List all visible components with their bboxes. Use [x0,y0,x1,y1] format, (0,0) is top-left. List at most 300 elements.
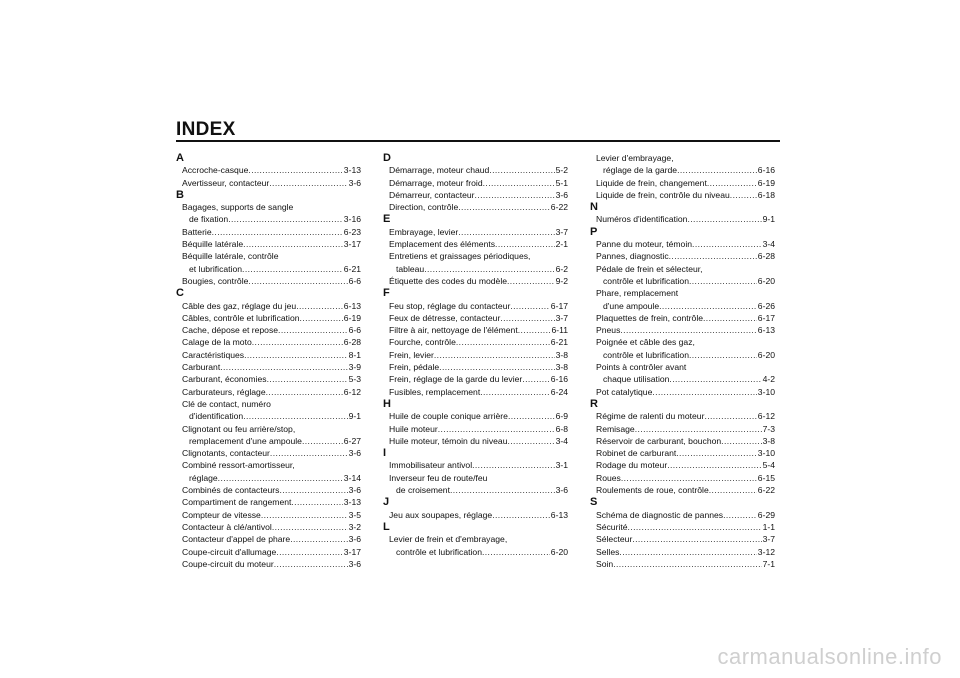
index-entry [176,533,361,545]
entry-text: Clignotant ou feu arrière/stop, [182,423,296,434]
entry-text: Poignée et câble des gaz, [596,337,695,348]
dot-leader [687,213,761,225]
page-ref: 6-13 [757,325,775,336]
entry-text: Fusibles, remplacement [389,386,481,397]
dot-leader [458,201,550,213]
page-ref: 3-4 [762,239,775,250]
index-entry [176,324,361,336]
entry-text: Avertisseur, contacteur [182,177,270,188]
dot-leader [243,410,347,422]
dot-leader [632,533,761,545]
entry-text: Contacteur d'appel de phare [182,534,291,545]
dot-leader [669,373,761,385]
entry-text: Carburateurs, réglage [182,386,266,397]
dot-leader [628,521,762,533]
index-entry-heading [176,459,361,471]
page-ref: 6-16 [757,165,775,176]
dot-leader [689,349,757,361]
entry-text: Démarreur, contacteur [389,189,475,200]
dot-leader [613,558,761,570]
index-entry [590,238,775,250]
index-entry [590,386,775,398]
index-entry [383,423,568,435]
page-ref: 6-28 [343,337,361,348]
page-ref: 6-17 [757,312,775,323]
page-ref: 3-5 [348,509,361,520]
index-entry-heading [176,398,361,410]
index-entry [383,349,568,361]
index-entry [590,423,775,435]
dot-leader [707,177,757,189]
index-entry-heading [176,201,361,213]
entry-text: Fourche, contrôle [389,337,456,348]
page-ref: 6-16 [550,374,568,385]
entry-text: Liquide de frein, changement [596,177,707,188]
page-ref: 6-22 [757,485,775,496]
index-entry [176,349,361,361]
dot-leader [508,410,555,422]
index-entry [176,263,361,275]
page-ref: 3-4 [555,435,568,446]
dot-leader [438,423,555,435]
title-rule [176,140,780,142]
page-ref: 3-10 [757,386,775,397]
index-entry [383,435,568,447]
index-letter-heading: L [383,520,390,533]
page-ref: 3-12 [757,546,775,557]
page-ref: 3-8 [555,362,568,373]
index-entry [590,410,775,422]
index-entry [590,558,775,570]
dot-leader [621,472,757,484]
page-ref: 6-22 [550,202,568,213]
dot-leader [522,373,550,385]
index-entry [176,496,361,508]
dot-leader [689,275,757,287]
entry-text: Points à contrôler avant [596,362,687,373]
entry-text: Roues [596,472,621,483]
entry-text: Calage de la moto [182,337,252,348]
entry-text: Sélecteur [596,534,633,545]
index-letter-heading: C [176,287,184,300]
entry-text: Cache, dépose et repose [182,325,279,336]
dot-leader [291,496,342,508]
dot-leader [677,164,757,176]
entry-text: Bagages, supports de sangle [182,202,294,213]
page-ref: 3-16 [343,214,361,225]
index-entry [383,336,568,348]
page-ref: 3-7 [555,312,568,323]
dot-leader [266,386,343,398]
entry-text: Coupe-circuit d'allumage [182,546,277,557]
page-ref: 5-4 [762,460,775,471]
entry-text: Jeu aux soupapes, réglage [389,509,493,520]
page-ref: 6-20 [550,546,568,557]
entry-text: Caractéristiques [182,349,245,360]
entry-text: Sécurité [596,521,628,532]
entry-text: Filtre à air, nettoyage de l'élément [389,325,518,336]
index-letter-heading: A [176,152,184,164]
entry-text: Immobilisateur antivol [389,460,473,471]
entry-text: de fixation [189,214,229,225]
entry-text: Combiné ressort-amortisseur, [182,460,295,471]
entry-text: Câbles, contrôle et lubrification [182,312,300,323]
page-ref: 6-17 [550,300,568,311]
page-ref: 6-11 [551,325,568,336]
page-ref: 6-13 [343,300,361,311]
page-ref: 6-24 [550,386,568,397]
entry-text: contrôle et lubrification [603,275,689,286]
index-entry [590,164,775,176]
index-entry [176,546,361,558]
index-letter-heading: F [383,287,390,300]
index-entry [383,324,568,336]
index-letter-heading: B [176,188,184,201]
dot-leader [692,238,762,250]
index-entry [383,275,568,287]
page-ref: 6-18 [757,189,775,200]
entry-text: Accroche-casque [182,165,249,176]
entry-text: réglage [189,472,218,483]
entry-text: Schéma de diagnostic de pannes [596,509,724,520]
page-ref: 6-28 [757,251,775,262]
index-entry-heading [383,250,568,262]
entry-text: Carburant [182,362,221,373]
entry-text: Selles [596,546,620,557]
dot-leader [252,336,343,348]
dot-leader [492,509,550,521]
entry-text: Démarrage, moteur froid [389,177,483,188]
index-entry [590,300,775,312]
page-ref: 3-2 [348,521,361,532]
entry-text: remplacement d'une ampoule [189,435,302,446]
dot-leader [242,263,343,275]
dot-leader [248,275,347,287]
entry-text: Plaquettes de frein, contrôle [596,312,704,323]
dot-leader [721,435,761,447]
page-ref: 5-2 [555,165,568,176]
page-ref: 3-7 [762,534,775,545]
page-ref: 6-20 [757,275,775,286]
index-entry [176,226,361,238]
entry-text: Régime de ralenti du moteur [596,411,705,422]
index-letter-heading: N [590,201,598,214]
dot-leader [290,533,347,545]
index-entry-heading [590,361,775,373]
index-entry [176,312,361,324]
dot-leader [667,459,761,471]
dot-leader [218,472,343,484]
page-title: INDEX [176,119,236,140]
entry-text: chaque utilisation [603,374,670,385]
entry-text: Câble des gaz, réglage du jeu [182,300,297,311]
index-entry [176,435,361,447]
page-ref: 6-19 [757,177,775,188]
index-letter-heading: J [383,496,390,509]
index-column-2 [383,152,568,558]
index-entry [590,177,775,189]
watermark: carmanualsonline.info [717,644,942,669]
index-entry [176,373,361,385]
entry-text: Phare, remplacement [596,288,679,299]
entry-text: Démarrage, moteur chaud [389,165,490,176]
index-entry [590,373,775,385]
index-entry [590,533,775,545]
dot-leader [475,189,555,201]
dot-leader [212,226,343,238]
dot-leader [276,546,342,558]
page-ref: 3-17 [343,239,361,250]
page-ref: 6-6 [348,325,361,336]
dot-leader [669,250,757,262]
index-entry [590,250,775,262]
index-entry [176,521,361,533]
entry-text: Feux de détresse, contacteur [389,312,501,323]
entry-text: Frein, réglage de la garde du levier [389,374,523,385]
page-ref: 6-23 [343,226,361,237]
index-entry [590,312,775,324]
page-ref: 6-27 [343,435,361,446]
index-entry-heading [590,287,775,299]
page-ref: 3-13 [343,497,361,508]
entry-text: Rodage du moteur [596,460,668,471]
page-ref: 2-1 [555,239,568,250]
dot-leader [243,238,343,250]
index-entry [590,459,775,471]
dot-leader [635,423,762,435]
page-ref: 3-13 [343,165,361,176]
dot-leader [228,213,343,225]
dot-leader [296,300,343,312]
index-letter-heading: E [383,213,391,226]
index-entry [176,164,361,176]
dot-leader [500,312,554,324]
entry-text: Huile de couple conique arrière [389,411,508,422]
index-entry [383,312,568,324]
dot-leader [434,349,555,361]
entry-text: Entretiens et graissages périodiques, [389,251,531,262]
page-ref: 3-1 [555,460,568,471]
entry-text: Clé de contact, numéro [182,398,271,409]
dot-leader [424,263,554,275]
page-ref: 7-3 [762,423,775,434]
dot-leader [482,546,550,558]
dot-leader [676,447,757,459]
index-entry-heading [590,336,775,348]
entry-text: Bougies, contrôle [182,275,249,286]
page-ref: 9-2 [555,275,568,286]
page-ref: 9-1 [348,411,361,422]
dot-leader [439,361,554,373]
entry-text: de croisement [396,485,450,496]
entry-text: Inverseur feu de route/feu [389,472,488,483]
index-entry [590,435,775,447]
entry-text: Panne du moteur, témoin [596,239,693,250]
index-entry-heading [590,152,775,164]
dot-leader [495,238,555,250]
index-entry [176,447,361,459]
page-ref: 3-10 [757,448,775,459]
index-entry [590,275,775,287]
page-ref: 6-12 [343,386,361,397]
dot-leader [458,226,554,238]
page-ref: 6-15 [757,472,775,483]
index-letter-heading: R [590,397,598,410]
entry-text: d'une ampoule [603,300,660,311]
entry-text: Clignotants, contacteur [182,448,270,459]
dot-leader [274,558,348,570]
entry-text: Contacteur à clé/antivol [182,521,272,532]
dot-leader [507,435,554,447]
entry-text: Levier de frein et d'embrayage, [389,534,508,545]
index-entry [590,213,775,225]
dot-leader [248,164,342,176]
entry-text: Coupe-circuit du moteur [182,558,274,569]
entry-text: Embrayage, levier [389,226,459,237]
page-ref: 3-9 [348,362,361,373]
index-entry [176,386,361,398]
index-entry [176,177,361,189]
index-entry [383,509,568,521]
dot-leader [269,177,347,189]
index-entry [383,263,568,275]
index-entry-heading [383,533,568,545]
entry-text: et lubrification [189,263,243,274]
index-entry-heading [176,423,361,435]
entry-text: Remisage [596,423,635,434]
index-entry [383,373,568,385]
index-entry [176,213,361,225]
entry-text: Direction, contrôle [389,202,459,213]
entry-text: Béquille latérale, contrôle [182,251,279,262]
index-entry [176,410,361,422]
page-ref: 9-1 [762,214,775,225]
dot-leader [483,177,555,189]
index-letter-heading: P [590,225,598,238]
dot-leader [709,484,757,496]
page-ref: 3-6 [348,485,361,496]
entry-text: Compteur de vitesse [182,509,261,520]
page-ref: 5-3 [348,374,361,385]
page-ref: 3-6 [348,534,361,545]
index-letter-heading: D [383,152,391,164]
page-ref: 3-6 [348,177,361,188]
dot-leader [620,324,756,336]
index-entry-heading [176,250,361,262]
dot-leader [652,386,756,398]
entry-text: Frein, pédale [389,362,440,373]
entry-text: contrôle et lubrification [603,349,689,360]
entry-text: Combinés de contacteurs [182,485,280,496]
index-entry [176,509,361,521]
entry-text: Soin [596,558,614,569]
dot-leader [472,459,554,471]
entry-text: Numéros d'identification [596,214,688,225]
page-ref: 8-1 [348,349,361,360]
entry-text: réglage de la garde [603,165,678,176]
dot-leader [272,521,348,533]
page-ref: 7-1 [762,558,775,569]
index-entry-heading [383,472,568,484]
dot-leader [518,324,551,336]
page-ref: 3-6 [555,189,568,200]
dot-leader [456,336,550,348]
index-entry [383,386,568,398]
index-entry [590,484,775,496]
entry-text: Robinet de carburant [596,448,677,459]
entry-text: contrôle et lubrification [396,546,482,557]
dot-leader [480,386,550,398]
entry-text: Feu stop, réglage du contacteur [389,300,511,311]
index-entry [383,361,568,373]
index-column-1 [176,152,361,570]
index-entry [176,472,361,484]
dot-leader [302,435,343,447]
index-entry [176,484,361,496]
index-entry [590,447,775,459]
entry-text: Emplacement des éléments [389,239,496,250]
entry-text: Réservoir de carburant, bouchon [596,435,722,446]
page-ref: 6-6 [348,275,361,286]
index-entry [590,472,775,484]
entry-text: Carburant, économies [182,374,267,385]
index-entry [590,521,775,533]
entry-text: Étiquette des codes du modèle [389,275,508,286]
entry-text: Batterie [182,226,212,237]
entry-text: Pannes, diagnostic [596,251,669,262]
entry-text: Huile moteur, témoin du niveau [389,435,508,446]
dot-leader [244,349,347,361]
dot-leader [723,509,757,521]
entry-text: tableau [396,263,425,274]
dot-leader [220,361,347,373]
dot-leader [704,410,756,422]
page-ref: 3-8 [762,435,775,446]
index-entry [383,484,568,496]
dot-leader [270,447,348,459]
index-entry [383,189,568,201]
index-entry [383,410,568,422]
page-ref: 3-6 [348,448,361,459]
entry-text: d'identification [189,411,244,422]
page-ref: 3-14 [343,472,361,483]
dot-leader [278,324,348,336]
entry-text: Pot catalytique [596,386,653,397]
index-entry [383,546,568,558]
entry-text: Liquide de frein, contrôle du niveau [596,189,730,200]
page-ref: 6-12 [757,411,775,422]
page-ref: 6-29 [757,509,775,520]
page-ref: 3-6 [555,485,568,496]
index-entry [383,300,568,312]
entry-text: Pédale de frein et sélecteur, [596,263,703,274]
index-column-3 [590,152,775,570]
index-entry [383,238,568,250]
page-ref: 3-8 [555,349,568,360]
entry-text: Pneus [596,325,621,336]
index-letter-heading: H [383,397,391,410]
page-ref: 6-21 [343,263,361,274]
index-entry [590,546,775,558]
page-ref: 6-13 [550,509,568,520]
page-ref: 1-1 [762,521,775,532]
page-ref: 6-8 [555,423,568,434]
index-entry [176,238,361,250]
page-ref: 3-7 [555,226,568,237]
entry-text: Frein, levier [389,349,434,360]
dot-leader [659,300,757,312]
page-ref: 6-9 [555,411,568,422]
